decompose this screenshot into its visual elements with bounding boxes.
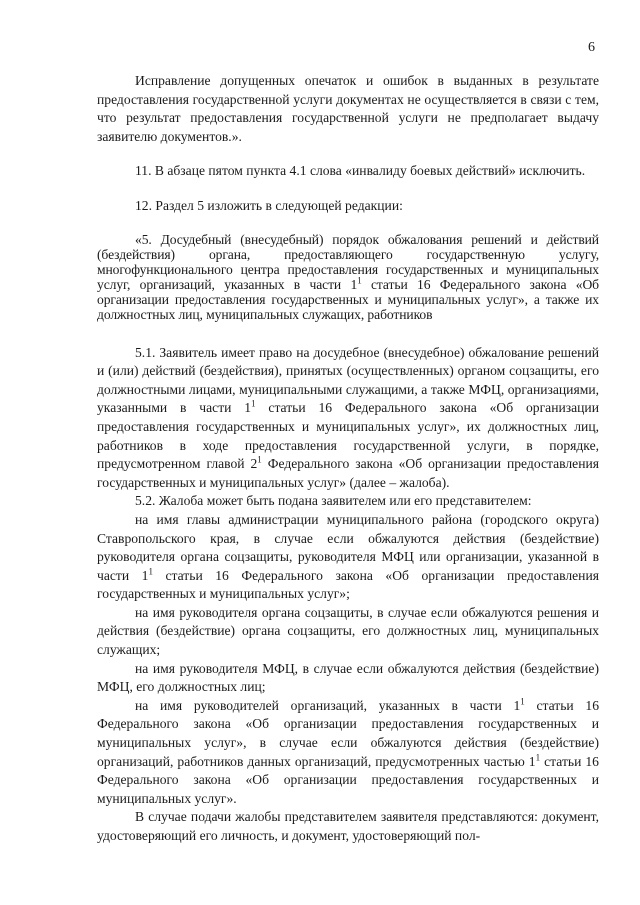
paragraph <box>97 162 599 181</box>
paragraph-text: «5. Досудебный (внесудебный) порядок обжалования решений и действий (бездействия) органа, предоставляющего государственную услугу, многофункционального центра предоставления государственных и муниципальных услуг, организаций, указанных в части 1 <box>97 231 599 292</box>
paragraph <box>97 72 599 146</box>
section-heading <box>97 232 599 322</box>
paragraph <box>97 197 599 216</box>
paragraph-text: на имя руководителя МФЦ, в случае если обжалуются действия (бездействие) МФЦ, его должностных лиц; <box>97 660 599 695</box>
paragraph-text: 5.2. Жалоба может быть подана заявителем или его представителем: <box>135 493 532 509</box>
paragraph-text: Исправление допущенных опечаток и ошибок в выданных в результате предоставления государственной услуги документах не осуществляется в связи с тем, что результат предоставления государственной услуги не предполагает выдачу заявителю документов.». <box>97 73 599 144</box>
superscript: 1 <box>357 275 362 286</box>
paragraph-text: 5.1. Заявитель имеет право на досудебное (внесудебное) обжалование решений и (или) действий (бездействия), принятых (осуществленных) органом соцзащиты, его должностными лицами, муниципальными служащими, а также МФЦ, организациями, указанными в части 1 <box>97 344 599 416</box>
superscript: 1 <box>251 398 256 409</box>
paragraph <box>97 808 599 845</box>
superscript: 1 <box>535 752 541 763</box>
paragraph <box>97 344 599 493</box>
paragraph-text: статьи 16 Федерального закона «Об организации предоставления государственных и муниципальных услуг», в случае если обжалуются действия (бездействие) организаций, работников данных организаций, предусмотренных частью 1 <box>97 697 599 769</box>
paragraph-text: статьи 16 Федерального закона «Об организации предоставления государственных и муниципальных услуг»; <box>97 567 599 602</box>
paragraph-text: статьи 16 Федерального закона «Об организации предоставления государственных и муниципальных услуг». <box>97 753 599 806</box>
document-body <box>97 72 599 846</box>
paragraph-text: статьи 16 Федерального закона «Об организации предоставления государственных и муниципальных услуг», а также их должностных лиц, муниципальных служащих, работников <box>97 276 599 322</box>
paragraph-text: на имя руководителя органа соцзащиты, в случае если обжалуются решения и действия (бездействие) органа соцзащиты, его должностных лиц, муниципальных служащих; <box>97 604 599 658</box>
paragraph <box>97 660 599 697</box>
paragraph-text: статьи 16 Федерального закона «Об организации предоставления государственных и муниципальных услуг», их должностных лиц, работников в ходе предоставления государственной услуги, в порядке, предусмотренном главой 2 <box>97 400 599 472</box>
paragraph <box>97 492 599 511</box>
paragraph <box>97 511 599 604</box>
page-number: 6 <box>588 40 595 55</box>
superscript: 1 <box>148 566 153 577</box>
paragraph-text: Федерального закона «Об организации предоставления государственных и муниципальных услуг» (далее – жалоба). <box>97 456 599 490</box>
paragraph-text: на имя главы администрации муниципального района (городского округа) Ставропольского края, в случае если обжалуются действия (бездействие) руководителя органа соцзащиты, руководителя МФЦ или организации, указанной в части 1 <box>97 511 599 583</box>
paragraph-text: на имя руководителей организаций, указанных в части 1 <box>135 697 521 713</box>
paragraph-text: В случае подачи жалобы представителем заявителя представляются: документ, удостоверяющий его личность, и документ, удостоверяющий пол- <box>97 809 599 843</box>
paragraph-text: 11. В абзаце пятом пункта 4.1 слова «инвалиду боевых действий» исключить. <box>135 163 586 179</box>
paragraph <box>97 697 599 809</box>
superscript: 1 <box>257 454 262 465</box>
paragraph <box>97 604 599 660</box>
paragraph-text: 12. Раздел 5 изложить в следующей редакции: <box>135 197 403 213</box>
superscript: 1 <box>520 696 525 707</box>
